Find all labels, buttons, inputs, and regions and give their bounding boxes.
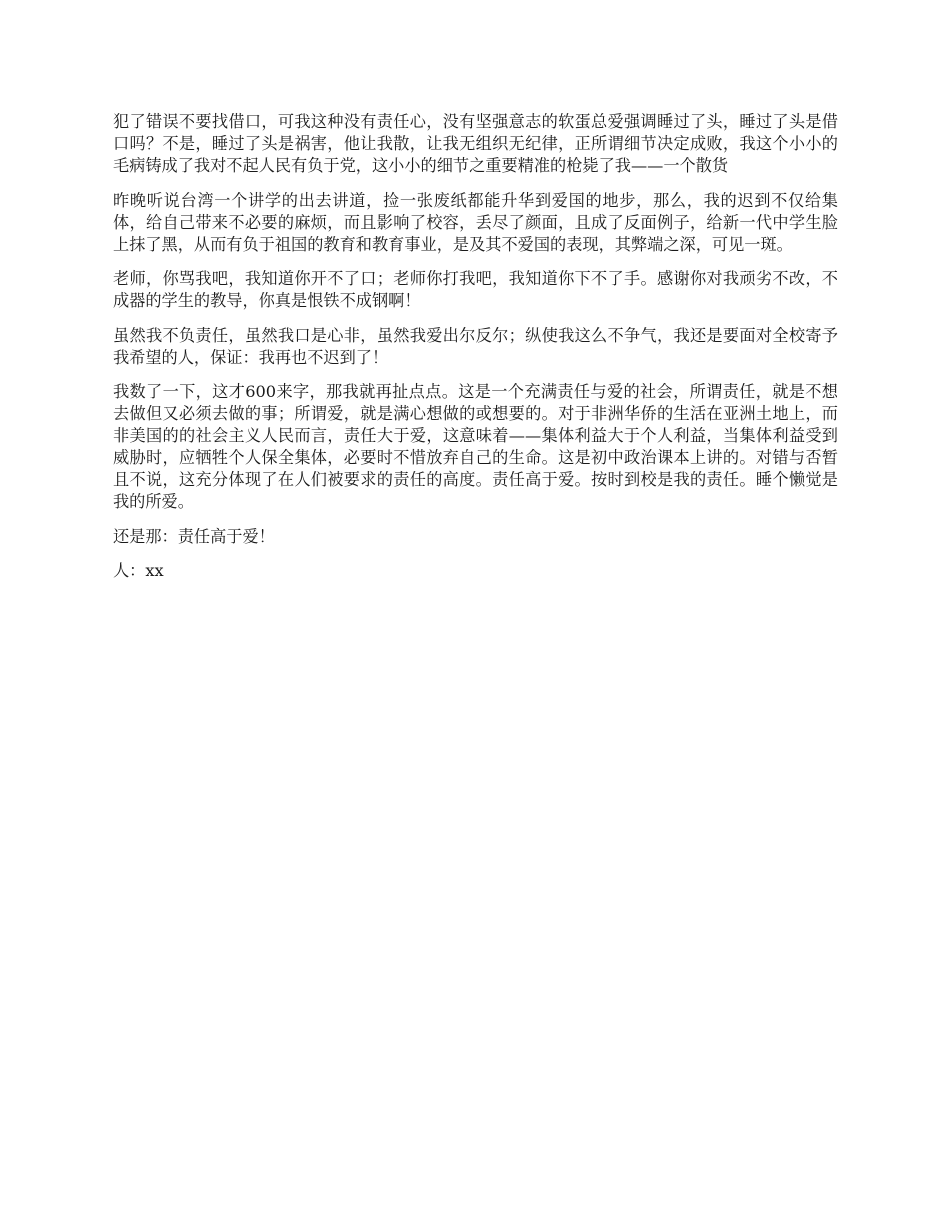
paragraph-3: 老师，你骂我吧，我知道你开不了口；老师你打我吧，我知道你下不了手。感谢你对我顽劣不改，不成器的学生的教导，你真是恨铁不成钢啊！ [113, 269, 838, 310]
paragraph-1: 犯了错误不要找借口，可我这种没有责任心，没有坚强意志的软蛋总爱强调睡过了头，睡过了头是借口吗？不是，睡过了头是祸害，他让我散，让我无组织无纪律，正所谓细节决定成败，我这个小小的毛病铸成了我对不起人民有负于党，这小小的细节之重要精准的枪毙了我——一个散货 [113, 112, 838, 175]
paragraph-4: 虽然我不负责任，虽然我口是心非，虽然我爱出尔反尔；纵使我这么不争气，我还是要面对全校寄予我希望的人，保证：我再也不迟到了！ [113, 325, 838, 367]
document-body [113, 111, 838, 595]
paragraph-6: 还是那：责任高于爱！ [113, 526, 275, 546]
paragraph-5: 我数了一下，这才600来字，那我就再扯点点。这是一个充满责任与爱的社会，所谓责任，就是不想去做但又必须去做的事；所谓爱，就是满心想做的或想要的。对于非洲华侨的生活在亚洲土地上，而非美国的的社会主义人民而言，责任大于爱，这意味着——集体利益大于个人利益，当集体利益受到威胁时，应牺牲个人保全集体，必要时不惜放弃自己的生命。这是初中政治课本上讲的。对错与否暂且不说，这充分体现了在人们被要求的责任的高度。责任高于爱。按时到校是我的责任。睡个懒觉是我的所爱。 [113, 382, 838, 511]
paragraph-2: 昨晚听说台湾一个讲学的出去讲道，捡一张废纸都能升华到爱国的地步，那么，我的迟到不仅给集体，给自己带来不必要的麻烦，而且影响了校容，丢尽了颜面，且成了反面例子，给新一代中学生脸上抹了黑，从而有负于祖国的教育和教育事业，是及其不爱国的表现，其弊端之深，可见一斑。 [113, 190, 838, 254]
signature-line: 人：xx [113, 561, 164, 580]
